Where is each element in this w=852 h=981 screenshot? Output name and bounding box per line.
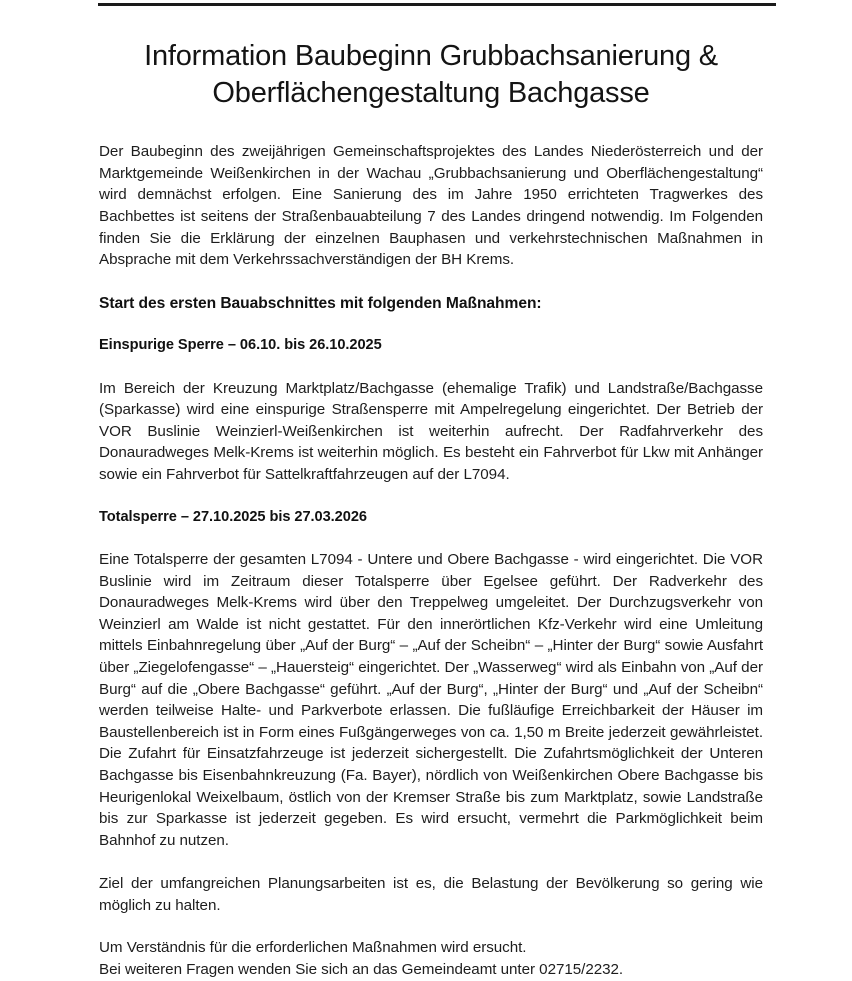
spacer (99, 356, 763, 378)
phase-one-heading: Einspurige Sperre – 06.10. bis 26.10.2025 (99, 336, 382, 353)
phase-two-paragraph: Eine Totalsperre der gesamten L7094 - Untere und Obere Bachgasse - wird eingerichtet. Die VOR Buslinie wird im Zeitraum dieser Totalsperre über Egelsee geführt. Der Radverkehr des Donauradweges Melk-Krems wird über den Treppelweg umgeleitet. Der Durchzugsverkehr von Weinzierl am Walde ist nicht gestattet. Für den innerörtlichen Kfz-Verkehr wird eine Umleitung mittels Einbahnregelung über „Auf der Burg“ – „Auf der Scheibn“ – „Hinter der Burg“ sowie Ausfahrt über „Ziegelofengasse“ – „Hauersteig“ eingerichtet. Der „Wasserweg“ wird als Einbahn von „Auf der Burg“ auf die „Obere Bachgasse“ geführt. „Auf der Burg“, „Hinter der Burg“ und „Auf der Scheibn“ werden teilweise Halte- und Parkverbote erlassen. Die fußläufige Erreichbarkeit der Häuser im Baustellenbereich ist in Form eines Fußgängerweges von ca. 1,50 m Breite jederzeit gewährleistet. Die Zufahrt für Einsatzfahrzeuge ist jederzeit sichergestellt. Die Zufahrtsmöglichkeit der Unteren Bachgasse bis Eisenbahnkreuzung (Fa. Bayer), nördlich von Weißenkirchen Obere Bachgasse bis Heurigenlokal Weixelbaum, östlich von der Kremser Straße bis zum Marktplatz, sowie Landstraße bis zur Sparkasse ist jederzeit gegeben. Es wird ersucht, vermehrt die Parkmöglichkeit beim Bahnhof zu nutzen. (99, 551, 763, 849)
spacer (99, 485, 763, 507)
document-content (99, 0, 763, 981)
phase-one-paragraph: Im Bereich der Kreuzung Marktplatz/Bachgasse (ehemalige Trafik) und Landstraße/Bachgasse (Sparkasse) wird eine einspurige Straßensperre mit Ampelregelung eingerichtet. Der Betrieb der VOR Buslinie Weinzierl-Weißenkirchen ist weiterhin aufrecht. Der Radfahrverkehr des Donauradweges Melk-Krems ist weiterhin möglich. Es besteht ein Fahrverbot für Lkw mit Anhänger sowie ein Fahrverbot für Sattelkraftfahrzeugen auf der L7094. (99, 379, 763, 483)
intro-paragraph: Der Baubeginn des zweijährigen Gemeinschaftsprojektes des Landes Niederösterreich und der Marktgemeinde Weißenkirchen in der Wachau „Grubbachsanierung und Oberflächengestaltung“ wird demnächst erfolgen. Eine Sanierung des im Jahre 1950 errichteten Tragwerkes des Bachbettes ist seitens der Straßenbauabteilung 7 des Landes dringend notwendig. Im Folgenden finden Sie die Erklärung der einzelnen Bauphasen und verkehrstechnischen Maßnahmen in Absprache mit dem Verkehrssachverständigen der BH Krems. (99, 143, 763, 269)
spacer (99, 112, 763, 141)
spacer (99, 851, 763, 873)
spacer (99, 528, 763, 549)
spacer (99, 315, 763, 335)
spacer (99, 916, 763, 937)
page-title (99, 0, 763, 112)
phase-two-heading: Totalsperre – 27.10.2025 bis 27.03.2026 (99, 509, 367, 526)
closing-line-understanding: Um Verständnis für die erforderlichen Maßnahmen wird ersucht. (99, 939, 527, 957)
goal-paragraph: Ziel der umfangreichen Planungsarbeiten ist es, die Belastung der Bevölkerung so gering wie möglich zu halten. (99, 875, 763, 914)
page-title-line-1: Information Baubeginn Grubbachsanierung & (144, 40, 718, 72)
page-title-line-2: Oberflächengestaltung Bachgasse (212, 77, 650, 110)
closing-line-contact: Bei weiteren Fragen wenden Sie sich an das Gemeindeamt unter 02715/2232. (99, 960, 624, 978)
spacer (99, 271, 763, 293)
section-heading-measures: Start des ersten Bauabschnittes mit folgenden Maßnahmen: (99, 294, 542, 312)
